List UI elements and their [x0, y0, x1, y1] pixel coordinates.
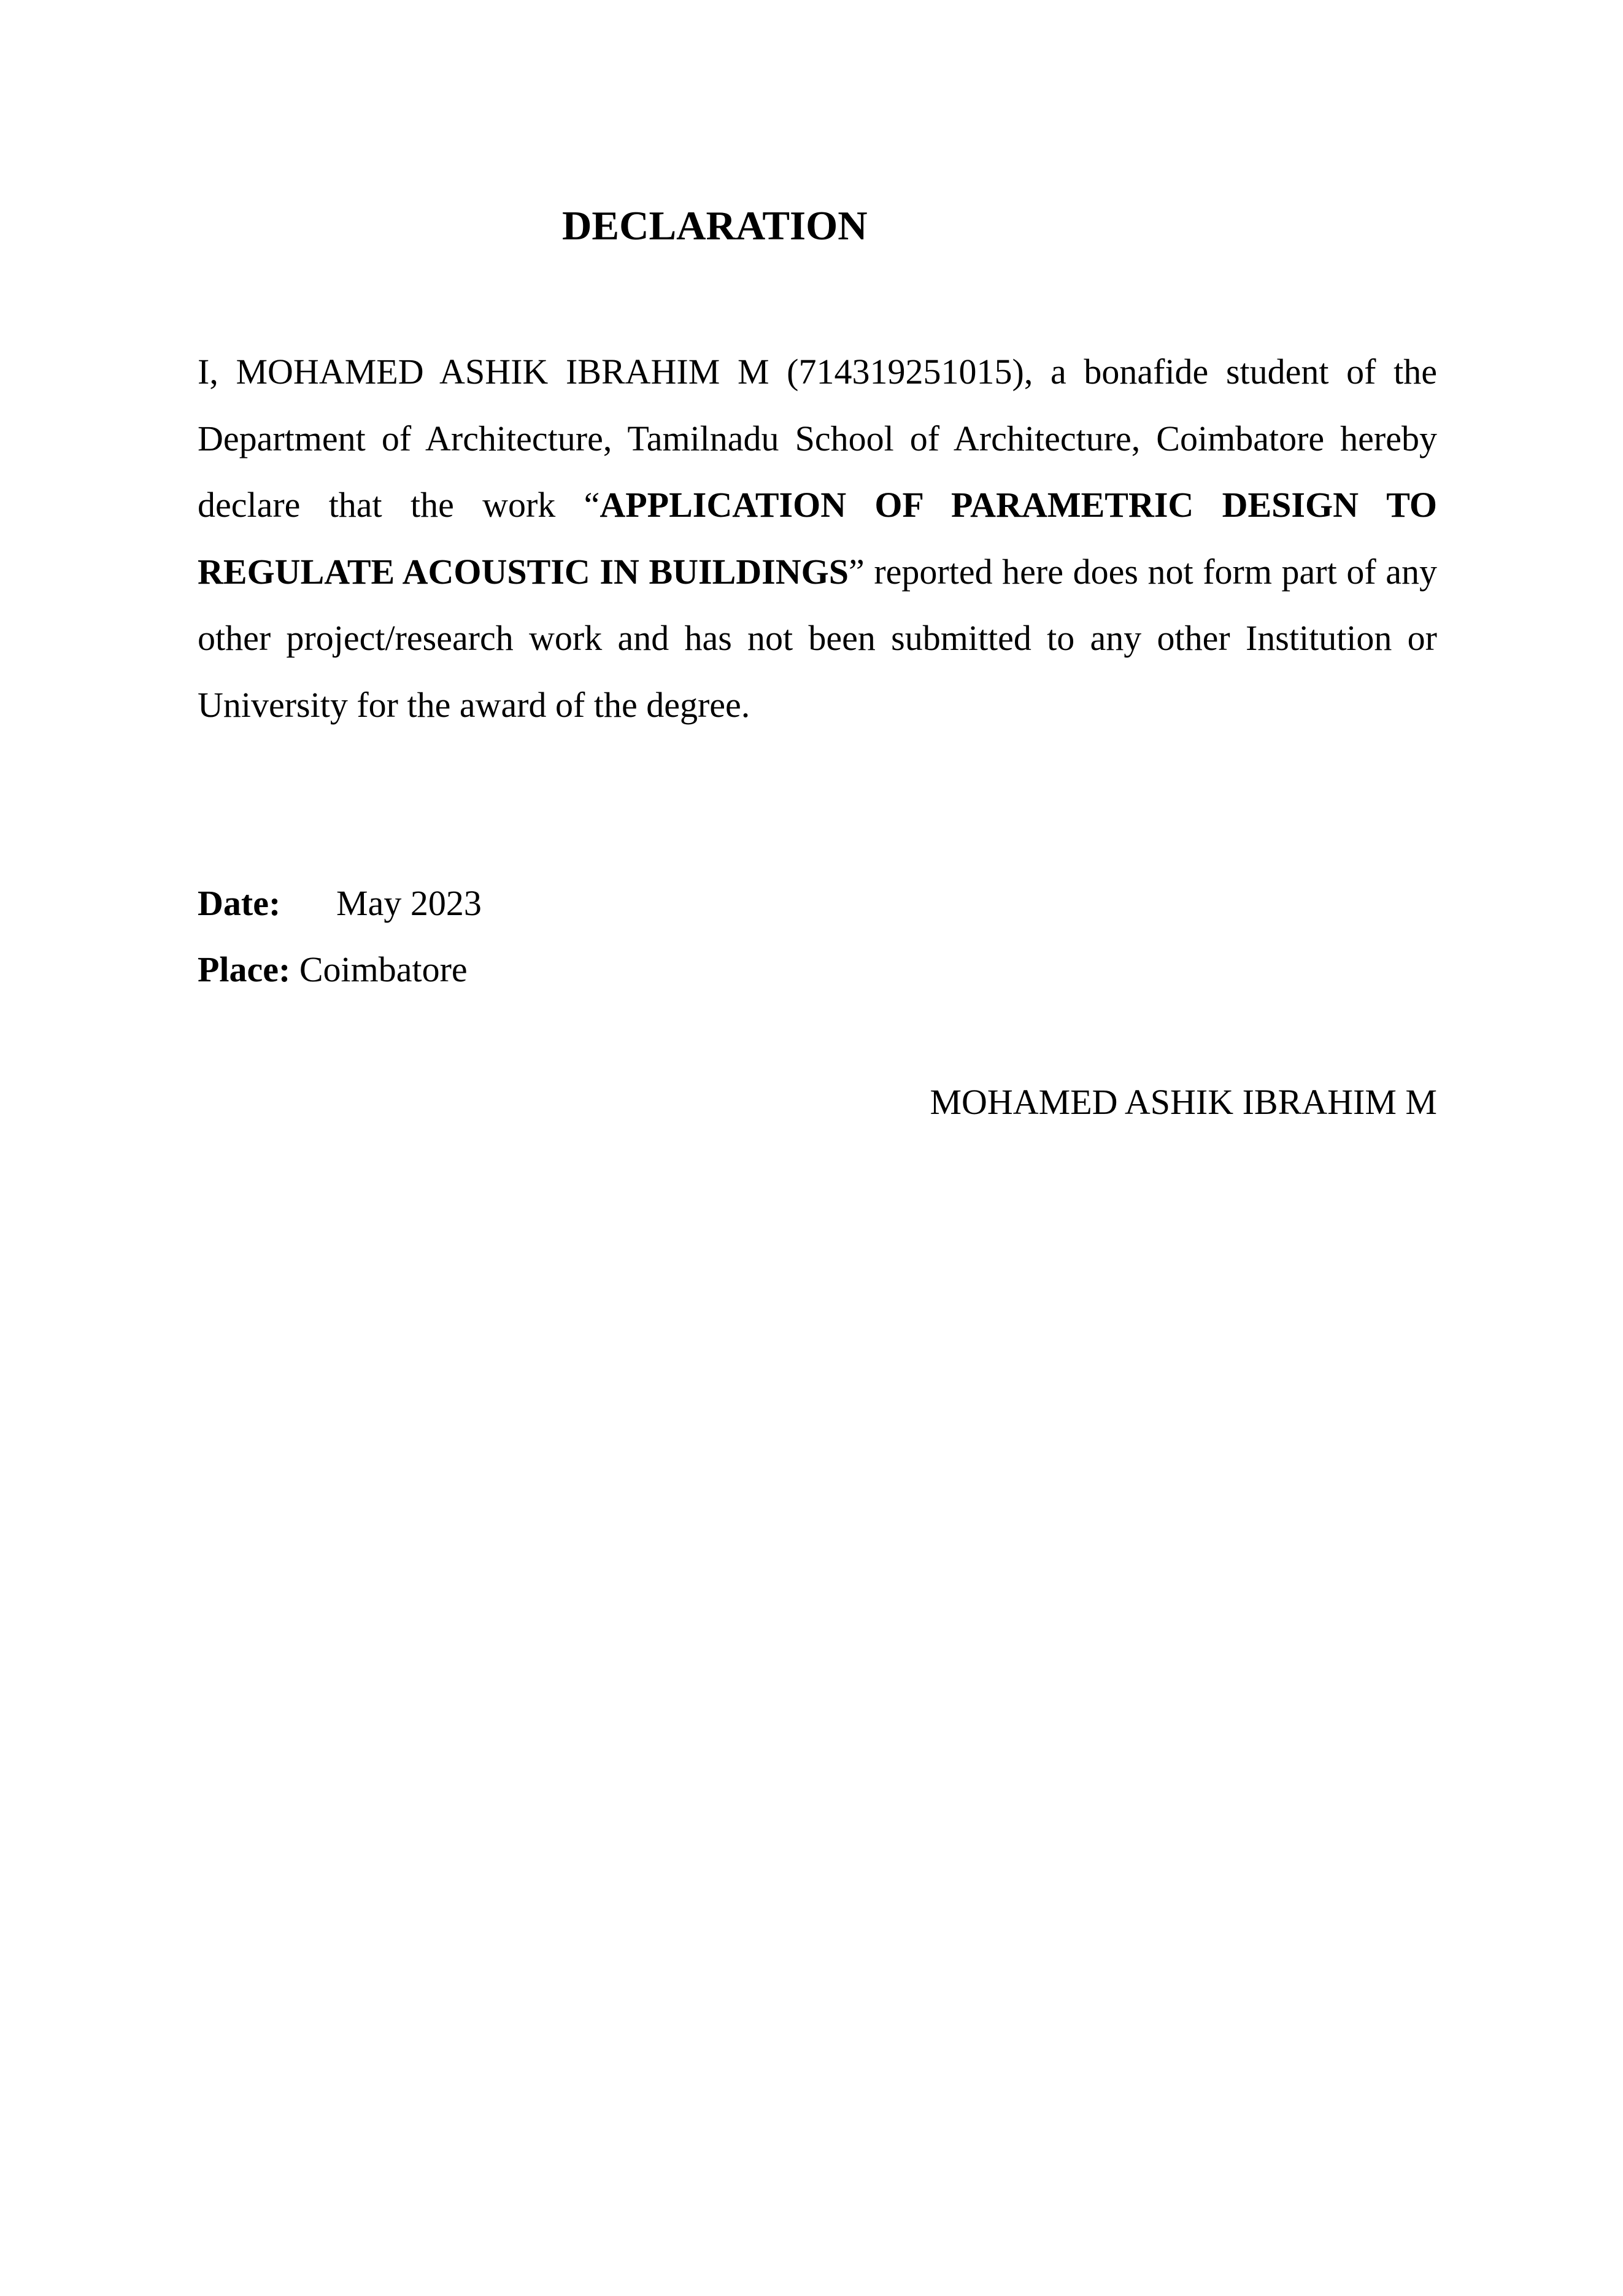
date-value: May 2023 [336, 883, 482, 923]
place-line [198, 937, 468, 1003]
declaration-paragraph [198, 339, 1437, 738]
date-label: Date: [198, 883, 281, 923]
declaration-intro: I, MOHAMED ASHIK IBRAHIM M (714319251015), a bonafide student of the Department of Architecture, Tamilnadu School of Architecture, Coimbatore hereby declare that the work “ [198, 352, 1437, 525]
place-label: Place: [198, 949, 291, 989]
signature-name: MOHAMED ASHIK IBRAHIM M [930, 1082, 1437, 1122]
page-title: DECLARATION [562, 203, 868, 249]
date-line [198, 870, 482, 937]
place-value: Coimbatore [299, 949, 468, 989]
work-title: APPLICATION OF PARAMETRIC DESIGN TO REGULATE ACOUSTIC IN BUILDINGS [198, 485, 1437, 592]
declaration-outro: ” reported here does not form part of any other project/research work and has not been submitted to any other Institution or University for the award of the degree. [198, 551, 1437, 725]
